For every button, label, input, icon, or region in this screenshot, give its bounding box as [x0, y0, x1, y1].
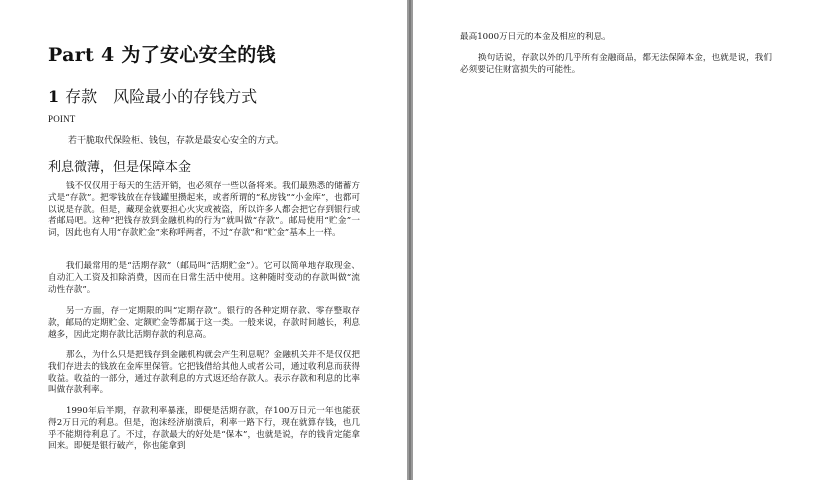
- part-title: Part 4 为了安心安全的钱: [48, 44, 276, 66]
- chapter-title: [48, 84, 257, 107]
- body-paragraph: 最高1000万日元的本金及相应的利息。: [460, 32, 611, 42]
- gutter-line: [409, 0, 411, 480]
- section-heading: 利息微薄，但是保障本金: [48, 160, 192, 175]
- chapter-number: 1: [48, 87, 60, 106]
- body-paragraph: 钱不仅仅用于每天的生活开销，也必须存一些以备将来。我们最熟悉的储蓄方式是“存款”。把零钱放在存钱罐里攒起来，或者所谓的“私房钱”“小金库”，也都可以说是存款。但是，藏现金就要担心火灾或被盗，所以许多人都会把它存到银行或者邮局吧。这种“把钱存放到金融机构的行为”就叫做“存款”。邮局使用“贮金”一词，因此也有人用“存款贮金”来称呼两者，不过“存款”和“贮金”基本上一样。: [48, 181, 360, 239]
- right-page: [413, 0, 821, 480]
- body-paragraph: 换句话说，存款以外的几乎所有金融商品，都无法保障本金，也就是说，我们必须要记住财富损失的可能性。: [460, 53, 772, 75]
- left-page: [0, 0, 407, 480]
- body-paragraph: 那么，为什么只是把钱存到金融机构就会产生利息呢？金融机关并不是仅仅把我们存进去的钱放在金库里保管。它把钱借给其他人或者公司，通过收利息而获得收益。收益的一部分，通过存款利息的方式返还给存款人。表示存款和利息的比率叫做存款利率。: [48, 350, 360, 396]
- chapter-title-text: 存款 风险最小的存钱方式: [65, 87, 258, 106]
- point-text: 若干脆取代保险柜、钱包，存款是最安心安全的方式。: [68, 136, 285, 146]
- body-paragraph: 1990年后半期，存款利率暴涨，即便是活期存款，存100万日元一年也能获得2万日元的利息。但是，泡沫经济崩溃后，利率一路下行，现在就算存钱，也几乎不能期待利息了。不过，存款最大的好处是“保本”，也就是说，存的钱肯定能拿回来。即便是银行破产，你也能拿到: [48, 406, 360, 452]
- body-paragraph: 另一方面，存一定期限的叫“定期存款”。银行的各种定期存款、零存整取存款，邮局的定期贮金、定额贮金等都属于这一类。一般来说，存款时间越长，利息越多，因此定期存款比活期存款的利息高。: [48, 306, 360, 340]
- body-paragraph: 我们最常用的是“活期存款”（邮局叫“活期贮金”）。它可以简单地存取现金、自动汇入工资及扣除消费，因而在日常生活中使用。这种随时变动的存款叫做“流动性存款”。: [48, 261, 360, 295]
- point-label: POINT: [48, 114, 76, 124]
